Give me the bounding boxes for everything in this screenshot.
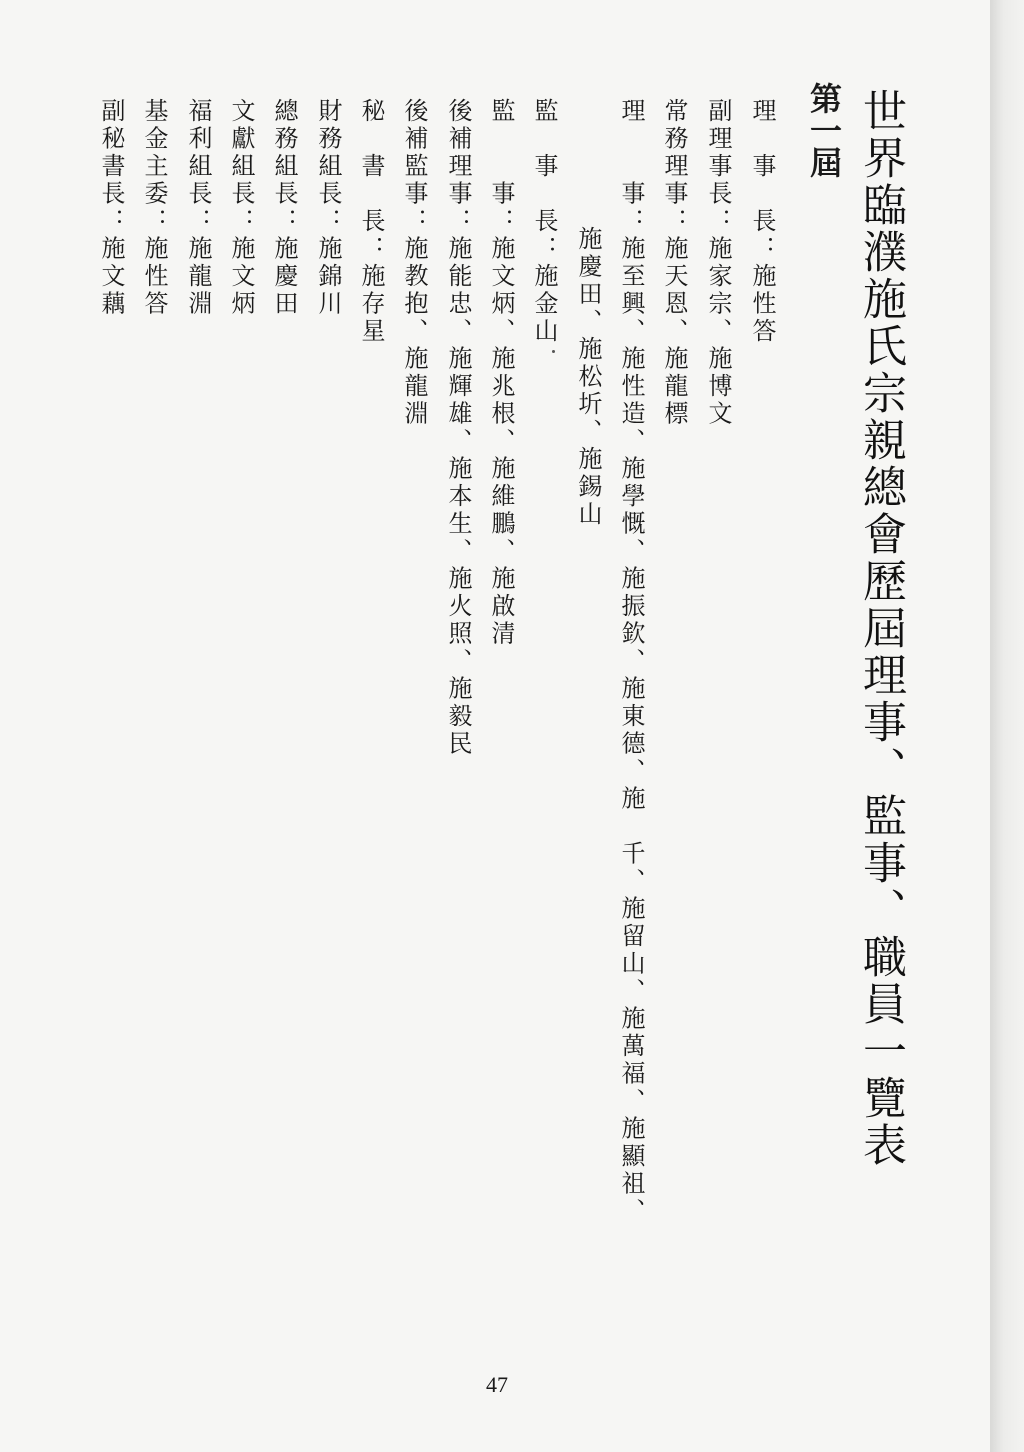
roster-column-directors-cont: 施慶田、施松圻、施錫山 xyxy=(574,226,602,529)
session-heading: 第一屆 xyxy=(805,82,843,178)
roster-column-deputy-secretary: 副秘書長：施文藕 xyxy=(97,98,125,318)
print-speck xyxy=(552,350,555,353)
roster-column-general-affairs-head: 總務組長：施慶田 xyxy=(270,98,298,318)
page-title: 世界臨濮施氏宗親總會歷屆理事、監事、職員一覽表 xyxy=(855,88,906,1169)
roster-column-directors: 理 事：施至興、施性造、施學慨、施振欽、施東德、施 千、施留山、施萬福、施顯祖、 xyxy=(617,98,645,1226)
roster-column-supervisors: 監 事：施文炳、施兆根、施維鵬、施啟清 xyxy=(487,98,515,648)
roster-column-fund-chair: 基金主委：施性答 xyxy=(140,98,168,318)
page-edge-shadow xyxy=(990,0,1024,1452)
roster-column-vice-chairman: 副理事長：施家宗、施博文 xyxy=(704,98,732,428)
roster-column-secretary-general: 秘 書 長：施存星 xyxy=(357,98,385,346)
roster-column-chairman: 理 事 長：施性答 xyxy=(748,98,776,346)
roster-column-welfare-head: 福利組長：施龍淵 xyxy=(184,98,212,318)
roster-column-documents-head: 文獻組長：施文炳 xyxy=(227,98,255,318)
roster-column-finance-head: 財務組長：施錦川 xyxy=(314,98,342,318)
roster-column-alternate-directors: 後補理事：施能忠、施輝雄、施本生、施火照、施毅民 xyxy=(444,98,472,758)
roster-column-standing-directors: 常務理事：施天恩、施龍標 xyxy=(660,98,688,428)
roster-column-supervisor-chief: 監 事 長：施金山 xyxy=(530,98,558,346)
roster-column-alternate-supervisors: 後補監事：施教抱、施龍淵 xyxy=(400,98,428,428)
page-number: 47 xyxy=(486,1372,508,1397)
